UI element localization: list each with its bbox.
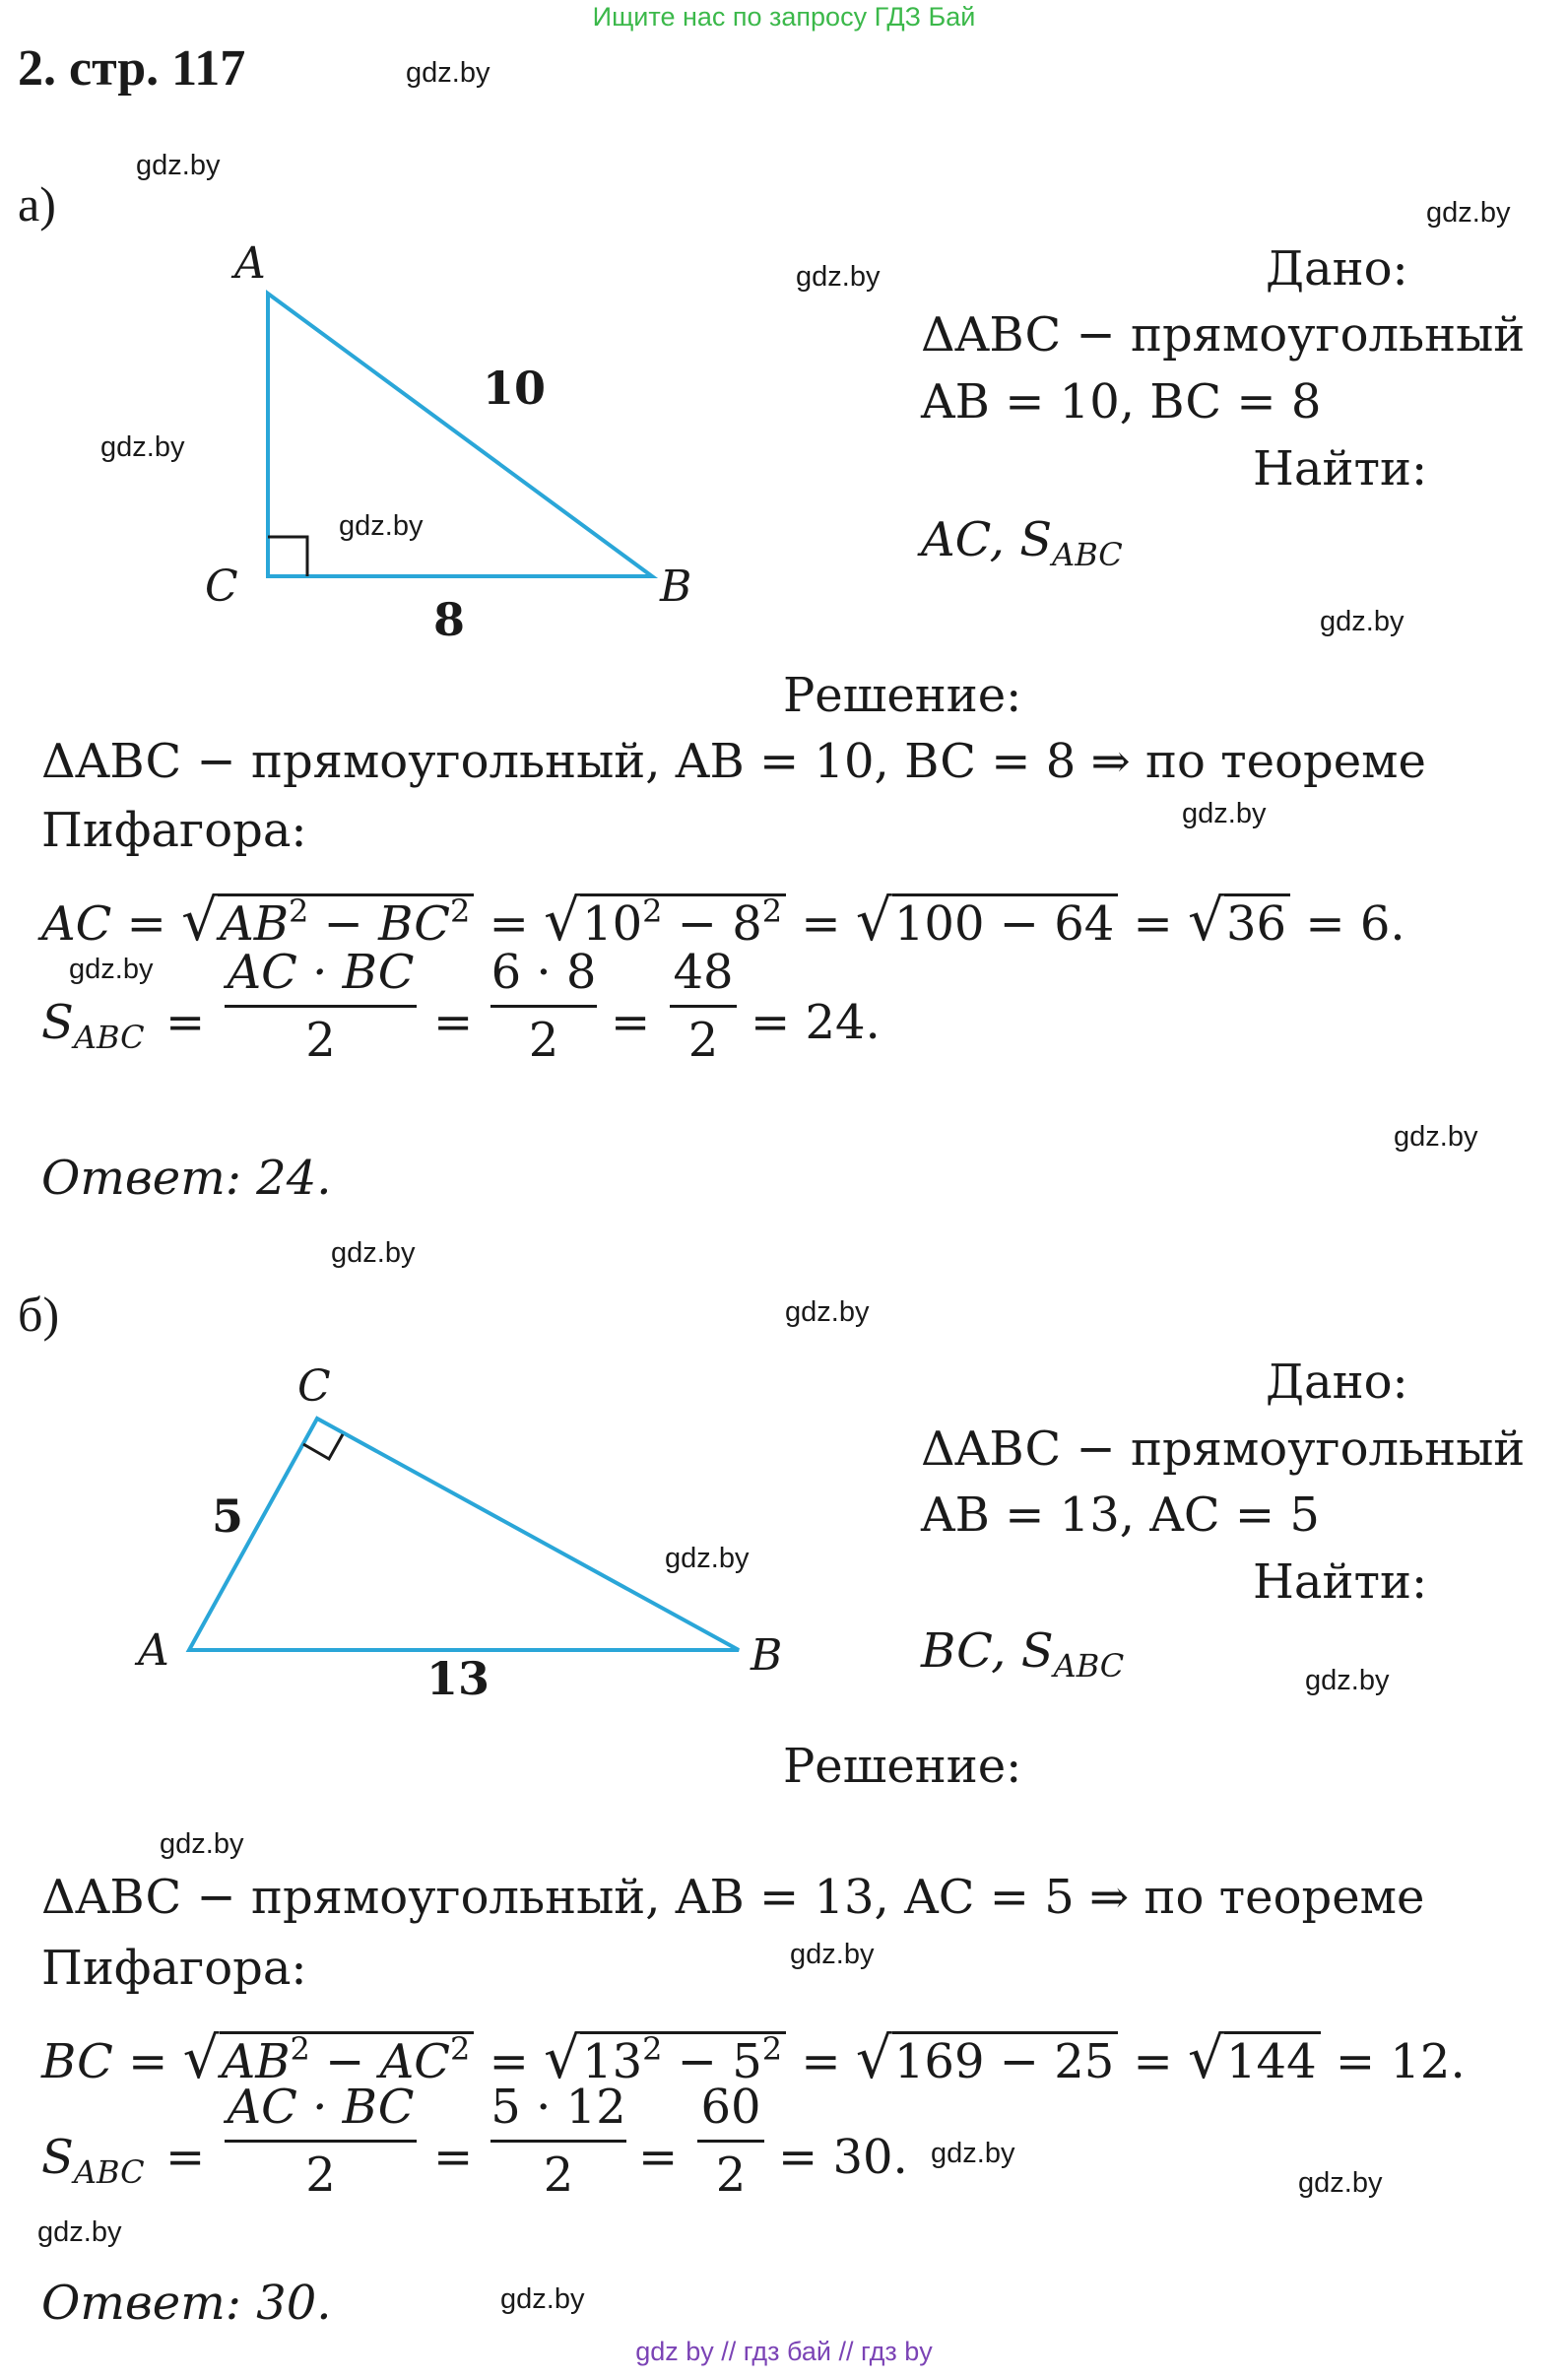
watermark: gdz.by <box>100 431 185 463</box>
find-title: Найти: <box>1253 1554 1428 1610</box>
fraction: 5 · 12 2 <box>490 2080 626 2203</box>
area-result: = 24. <box>751 995 881 1050</box>
vertex-b-label: B <box>660 562 692 612</box>
find-title: Найти: <box>1253 441 1428 496</box>
bottom-banner: gdz by // гдз бай // гдз by <box>635 2337 933 2366</box>
watermark: gdz.by <box>1320 606 1405 637</box>
watermark: gdz.by <box>406 57 490 89</box>
equals-sign: = <box>165 995 206 1050</box>
fraction: 60 2 <box>697 2079 764 2204</box>
watermark: gdz.by <box>1182 798 1267 829</box>
watermark: gdz.by <box>160 1828 244 1860</box>
vertex-c-label: C <box>205 562 238 612</box>
page-heading: 2. стр. 117 <box>18 40 246 97</box>
watermark: gdz.by <box>785 1296 870 1328</box>
watermark: gdz.by <box>796 261 881 293</box>
fraction: 48 2 <box>670 944 737 1069</box>
area-result: = 30. <box>778 2130 908 2185</box>
watermark: gdz.by <box>1298 2167 1383 2199</box>
equals-sign: = <box>638 2130 679 2185</box>
vertex-b-label: B <box>751 1630 783 1681</box>
solution-line: Пифагора: <box>41 1941 307 1996</box>
right-angle-mark <box>268 537 307 576</box>
find-line: AC, $S_{ABC}$ <box>921 512 1123 573</box>
watermark: gdz.by <box>500 2283 585 2315</box>
watermark: gdz.by <box>37 2216 122 2248</box>
watermark: gdz.by <box>339 510 424 542</box>
answer: Ответ: 30. <box>41 2276 332 2331</box>
vertex-c-label: C <box>297 1361 331 1412</box>
solution-line: Пифагора: <box>41 803 307 858</box>
given-title: Дано: <box>1266 241 1408 297</box>
watermark: gdz.by <box>136 150 221 181</box>
right-angle-mark <box>303 1434 343 1459</box>
watermark: gdz.by <box>665 1543 750 1574</box>
side-cb-label: 8 <box>433 593 466 646</box>
equals-sign: = <box>433 2130 474 2185</box>
watermark: gdz.by <box>331 1237 416 1269</box>
fraction: 6 · 8 2 <box>490 945 597 1068</box>
side-ac-label: 5 <box>212 1489 244 1543</box>
given-line: AB = 10, BC = 8 <box>921 374 1322 430</box>
top-banner: Ищите нас по запросу ГДЗ Бай <box>592 2 976 32</box>
side-ab-label: 10 <box>483 362 547 415</box>
watermark: gdz.by <box>790 1939 875 1970</box>
find-line: BC, $S_{ABC}$ <box>921 1623 1125 1685</box>
watermark: gdz.by <box>1426 197 1511 229</box>
fraction: AC · BC 2 <box>225 944 417 1069</box>
equals-sign: = <box>433 995 474 1050</box>
fraction: AC · BC 2 <box>225 2079 417 2204</box>
solution-line: ΔABC − прямоугольный, AB = 10, BC = 8 ⇒ по теореме <box>41 734 1426 789</box>
side-ab-label: 13 <box>426 1652 490 1704</box>
given-line: ΔABC − прямоугольный <box>921 1421 1526 1477</box>
watermark: gdz.by <box>69 954 154 985</box>
equals-sign: = <box>165 2130 206 2185</box>
watermark: gdz.by <box>931 2138 1015 2169</box>
solution-title: Решение: <box>783 668 1022 723</box>
part-a-label: а) <box>18 176 56 231</box>
part-a-triangle <box>187 227 719 660</box>
vertex-a-label: A <box>138 1625 169 1676</box>
watermark: gdz.by <box>1305 1665 1390 1696</box>
solution-title: Решение: <box>783 1739 1022 1794</box>
calc-bc: BC = $√AB^2 - AC^2 = √13^2 - 5^2 = √169 - 25 = √144 = 12$. <box>41 2024 1466 2091</box>
vertex-a-label: A <box>234 238 266 289</box>
solution-line: ΔABC − прямоугольный, AB = 13, AC = 5 ⇒ по теореме <box>41 1870 1425 1925</box>
triangle-b-outline <box>189 1419 739 1650</box>
area-lhs: $S_{ABC}$ <box>41 2130 145 2191</box>
calc-ac: AC = $√AB^2 - BC^2 = √10^2 - 8^2 = √100 - 64 = √36 = 6$. <box>41 887 1405 954</box>
triangle-a-outline <box>268 294 652 576</box>
answer: Ответ: 24. <box>41 1151 332 1206</box>
area-lhs: $S_{ABC}$ <box>41 995 145 1056</box>
equals-sign: = <box>611 995 651 1050</box>
given-title: Дано: <box>1266 1355 1408 1410</box>
given-line: ΔABC − прямоугольный <box>921 307 1526 363</box>
given-line: AB = 13, AC = 5 <box>921 1487 1320 1543</box>
part-b-triangle <box>128 1359 798 1704</box>
part-b-label: б) <box>18 1287 60 1342</box>
watermark: gdz.by <box>1394 1121 1478 1153</box>
